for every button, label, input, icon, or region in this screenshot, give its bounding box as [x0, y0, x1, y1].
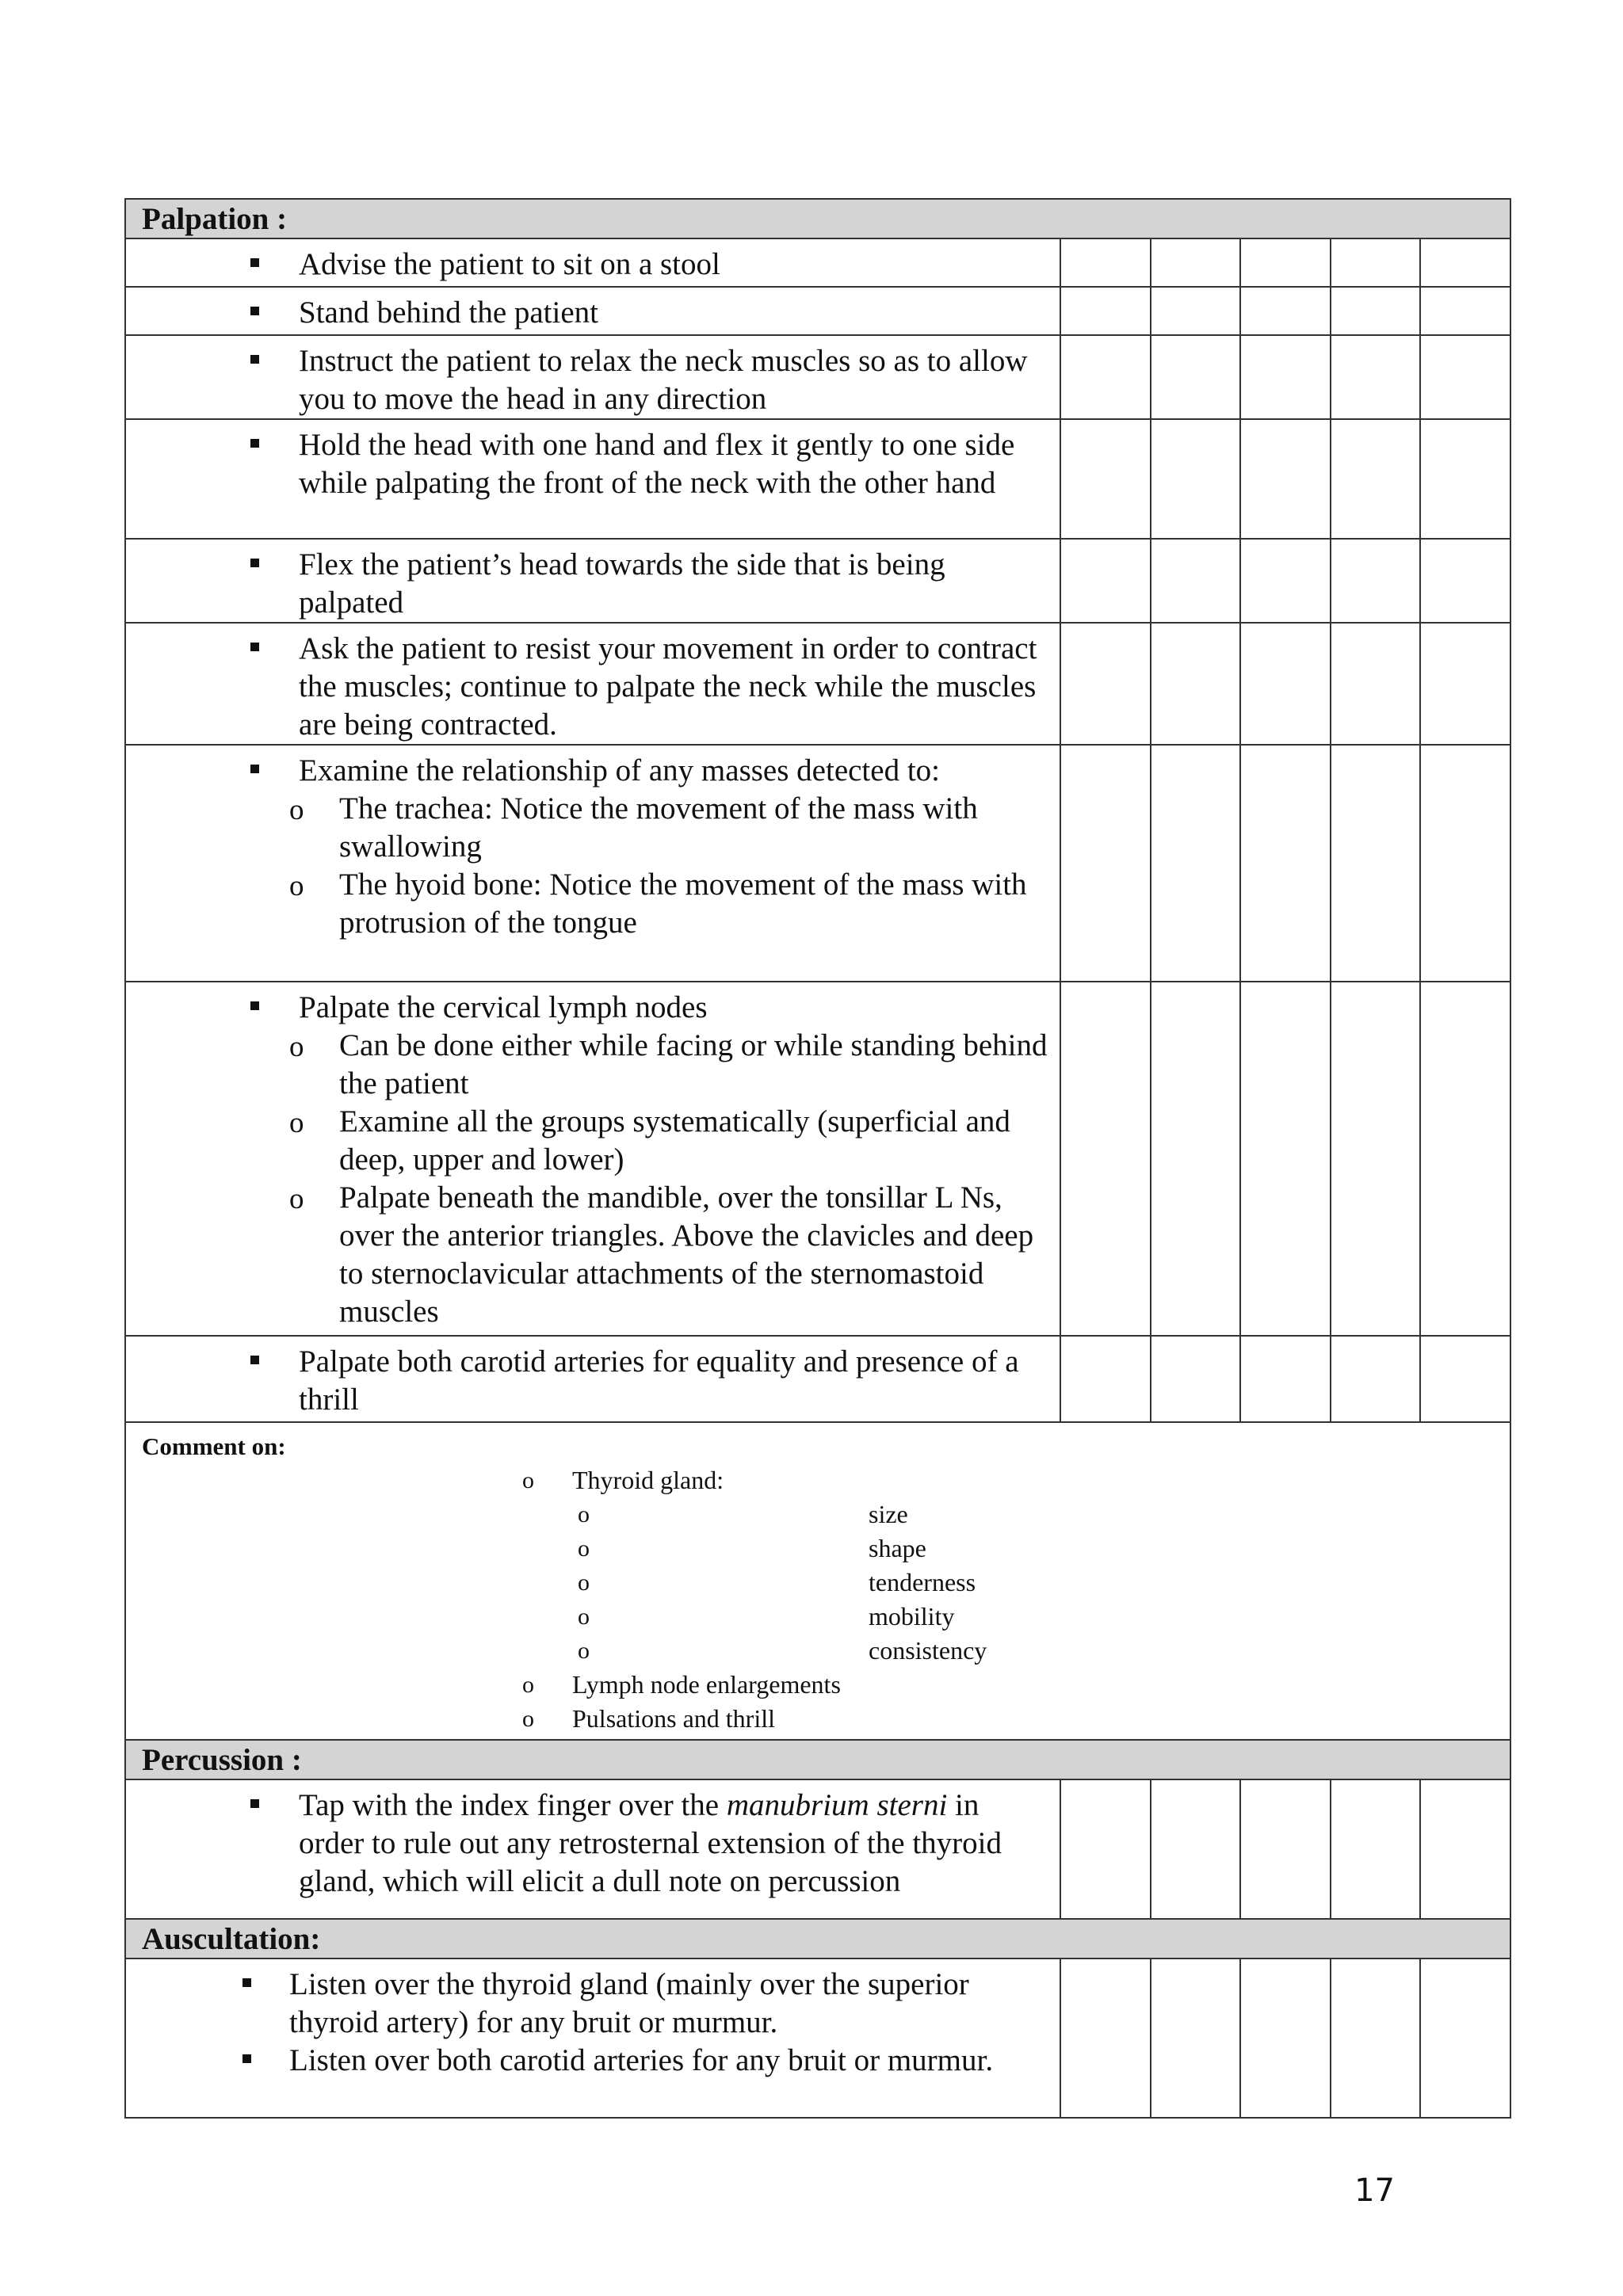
- score-box[interactable]: [1240, 238, 1331, 287]
- comment-cell: [125, 1422, 1510, 1740]
- score-box[interactable]: [1240, 419, 1331, 539]
- score-box[interactable]: [1331, 238, 1421, 287]
- attribute-text: tenderness: [869, 1568, 976, 1596]
- checklist-row: [125, 539, 1510, 623]
- score-box[interactable]: [1060, 539, 1151, 623]
- item-text: Palpate the cervical lymph nodes: [299, 990, 708, 1024]
- item-text: Flex the patient’s head towards the side that is being palpated: [299, 547, 945, 620]
- comment-item-text: Lymph node enlargements: [572, 1670, 841, 1699]
- bullet-item: [126, 336, 1060, 418]
- square-bullet-icon: [242, 1978, 251, 1987]
- score-box[interactable]: [1151, 238, 1241, 287]
- circle-bullet-icon: o: [289, 870, 304, 902]
- sub-item-text: Palpate beneath the mandible, over the tonsillar L Ns, over the anterior triangles. Above the clavicles and deep to sternoclavicular attachments of the sternomastoid muscles: [339, 1180, 1034, 1329]
- item-cell: [125, 539, 1060, 623]
- score-box[interactable]: [1060, 982, 1151, 1336]
- sub-item-text: The trachea: Notice the movement of the mass with swallowing: [339, 791, 978, 864]
- circle-bullet-icon: o: [289, 1031, 304, 1063]
- score-box[interactable]: [1331, 1336, 1421, 1422]
- item-text-italic: manubrium sterni: [726, 1788, 948, 1822]
- score-box[interactable]: [1240, 539, 1331, 623]
- circle-bullet-icon: o: [522, 1706, 534, 1732]
- bullet-item: [126, 1959, 1060, 2042]
- score-box[interactable]: [1151, 623, 1241, 745]
- checklist-row: [125, 1958, 1510, 2118]
- score-box[interactable]: [1240, 335, 1331, 419]
- square-bullet-icon: [250, 559, 259, 567]
- bullet-item: [126, 1780, 1060, 1901]
- score-box[interactable]: [1420, 745, 1510, 982]
- checklist-row: [125, 419, 1510, 539]
- bullet-item: [126, 540, 1060, 622]
- sub-item: [126, 1027, 1060, 1103]
- score-box[interactable]: [1151, 287, 1241, 335]
- sub-item-text: The hyoid bone: Notice the movement of the mass with protrusion of the tongue: [339, 868, 1027, 940]
- sub-item-text: Can be done either while facing or while standing behind the patient: [339, 1028, 1048, 1100]
- score-box[interactable]: [1420, 1958, 1510, 2118]
- item-text-part: in order to rule out any retrosternal extension of the thyroid gland, which will elicit a dull note on percussion: [299, 1788, 1002, 1898]
- circle-bullet-icon: o: [578, 1604, 590, 1630]
- score-box[interactable]: [1420, 1336, 1510, 1422]
- score-box[interactable]: [1331, 539, 1421, 623]
- square-bullet-icon: [250, 307, 259, 315]
- checklist-row: [125, 982, 1510, 1336]
- score-box[interactable]: [1420, 1779, 1510, 1919]
- score-box[interactable]: [1060, 419, 1151, 539]
- item-cell: [125, 982, 1060, 1336]
- thyroid-attribute: [142, 1531, 1510, 1566]
- score-box[interactable]: [1060, 1336, 1151, 1422]
- score-box[interactable]: [1240, 287, 1331, 335]
- item-text: Examine the relationship of any masses detected to:: [299, 753, 941, 788]
- page-number: 17: [1354, 2172, 1395, 2209]
- square-bullet-icon: [250, 643, 259, 651]
- score-box[interactable]: [1060, 623, 1151, 745]
- score-box[interactable]: [1331, 1958, 1421, 2118]
- score-box[interactable]: [1240, 1779, 1331, 1919]
- comment-item: [142, 1463, 1510, 1497]
- item-cell: [125, 1336, 1060, 1422]
- section-header-palpation: [125, 199, 1510, 238]
- item-cell: [125, 1779, 1060, 1919]
- attribute-text: shape: [869, 1534, 926, 1562]
- item-text: Hold the head with one hand and flex it gently to one side while palpating the front of the neck with the other hand: [299, 428, 1015, 500]
- attribute-text: size: [869, 1500, 908, 1528]
- circle-bullet-icon: o: [522, 1467, 534, 1493]
- score-box[interactable]: [1240, 1336, 1331, 1422]
- checklist-row: [125, 287, 1510, 335]
- score-box[interactable]: [1060, 1958, 1151, 2118]
- score-box[interactable]: [1151, 745, 1241, 982]
- comment-item-text: Thyroid gland:: [572, 1466, 724, 1494]
- circle-bullet-icon: o: [289, 1183, 304, 1215]
- bullet-item: [126, 2042, 1060, 2080]
- item-cell: [125, 419, 1060, 539]
- square-bullet-icon: [250, 1356, 259, 1364]
- attribute-text: consistency: [869, 1636, 987, 1665]
- circle-bullet-icon: o: [578, 1569, 590, 1596]
- score-box[interactable]: [1331, 1779, 1421, 1919]
- score-box[interactable]: [1151, 1336, 1241, 1422]
- score-box[interactable]: [1060, 287, 1151, 335]
- square-bullet-icon: [250, 439, 259, 448]
- square-bullet-icon: [250, 1001, 259, 1010]
- sub-item: [126, 866, 1060, 942]
- comment-item: [142, 1668, 1510, 1702]
- score-box[interactable]: [1420, 287, 1510, 335]
- item-cell: [125, 623, 1060, 745]
- sub-item: [126, 1103, 1060, 1179]
- checklist-row: [125, 745, 1510, 982]
- circle-bullet-icon: o: [578, 1535, 590, 1562]
- bullet-item: [126, 239, 1060, 284]
- score-box[interactable]: [1331, 982, 1421, 1336]
- item-text: Listen over both carotid arteries for any bruit or murmur.: [289, 2043, 994, 2077]
- score-box[interactable]: [1331, 745, 1421, 982]
- score-box[interactable]: [1060, 1779, 1151, 1919]
- item-text-part: Tap with the index finger over the: [299, 1788, 727, 1822]
- score-box[interactable]: [1060, 745, 1151, 982]
- section-title: Percussion :: [125, 1740, 1510, 1779]
- item-cell: [125, 1958, 1060, 2118]
- square-bullet-icon: [242, 2054, 251, 2063]
- score-box[interactable]: [1331, 623, 1421, 745]
- square-bullet-icon: [250, 1799, 259, 1808]
- score-box[interactable]: [1331, 335, 1421, 419]
- attribute-text: mobility: [869, 1602, 955, 1630]
- section-header-percussion: [125, 1740, 1510, 1779]
- item-text: Stand behind the patient: [299, 296, 599, 330]
- item-text: Ask the patient to resist your movement in order to contract the muscles; continue to palpate the neck while the muscles are being contracted.: [299, 631, 1037, 742]
- section-title: Auscultation:: [125, 1919, 1510, 1958]
- score-box[interactable]: [1151, 1958, 1241, 2118]
- circle-bullet-icon: o: [289, 1107, 304, 1139]
- bullet-item: [126, 982, 1060, 1027]
- score-box[interactable]: [1240, 745, 1331, 982]
- thyroid-attribute: [142, 1497, 1510, 1531]
- checklist-row: [125, 238, 1510, 287]
- bullet-item: [126, 624, 1060, 744]
- square-bullet-icon: [250, 258, 259, 267]
- sub-item: [126, 1179, 1060, 1331]
- item-text: Instruct the patient to relax the neck muscles so as to allow you to move the head in any direction: [299, 344, 1028, 416]
- item-cell: [125, 238, 1060, 287]
- item-cell: [125, 287, 1060, 335]
- comment-row: [125, 1422, 1510, 1740]
- checklist-row: [125, 335, 1510, 419]
- section-header-auscultation: [125, 1919, 1510, 1958]
- score-box[interactable]: [1240, 1958, 1331, 2118]
- score-box[interactable]: [1240, 982, 1331, 1336]
- square-bullet-icon: [250, 765, 259, 773]
- score-box[interactable]: [1420, 238, 1510, 287]
- bullet-item: [126, 746, 1060, 790]
- score-box[interactable]: [1420, 982, 1510, 1336]
- section-title: Palpation :: [125, 199, 1510, 238]
- checklist-row: [125, 623, 1510, 745]
- score-box[interactable]: [1151, 419, 1241, 539]
- sub-item: [126, 790, 1060, 866]
- checklist-row: [125, 1779, 1510, 1919]
- circle-bullet-icon: o: [522, 1672, 534, 1698]
- bullet-item: [126, 1337, 1060, 1419]
- checklist-row: [125, 1336, 1510, 1422]
- score-box[interactable]: [1240, 623, 1331, 745]
- item-cell: [125, 745, 1060, 982]
- item-text: Listen over the thyroid gland (mainly over the superior thyroid artery) for any bruit or murmur.: [289, 1967, 969, 2039]
- score-box[interactable]: [1151, 539, 1241, 623]
- score-box[interactable]: [1420, 335, 1510, 419]
- circle-bullet-icon: o: [289, 794, 304, 826]
- thyroid-attribute: [142, 1566, 1510, 1600]
- thyroid-attribute: [142, 1634, 1510, 1668]
- item-text: Advise the patient to sit on a stool: [299, 247, 720, 281]
- score-box[interactable]: [1060, 238, 1151, 287]
- bullet-item: [126, 420, 1060, 502]
- comment-title: Comment on:: [142, 1432, 286, 1460]
- score-box[interactable]: [1151, 335, 1241, 419]
- score-box[interactable]: [1420, 419, 1510, 539]
- score-box[interactable]: [1151, 1779, 1241, 1919]
- item-text: Palpate both carotid arteries for equality and presence of a thrill: [299, 1344, 1019, 1417]
- comment-item-text: Pulsations and thrill: [572, 1704, 775, 1733]
- score-box[interactable]: [1331, 419, 1421, 539]
- examination-checklist-table: [124, 198, 1511, 2119]
- bullet-item: [126, 288, 1060, 332]
- sub-item-text: Examine all the groups systematically (superficial and deep, upper and lower): [339, 1104, 1010, 1177]
- thyroid-attribute: [142, 1600, 1510, 1634]
- comment-item: [142, 1702, 1510, 1736]
- circle-bullet-icon: o: [578, 1501, 590, 1527]
- score-box[interactable]: [1060, 335, 1151, 419]
- circle-bullet-icon: o: [578, 1638, 590, 1664]
- score-box[interactable]: [1420, 539, 1510, 623]
- score-box[interactable]: [1420, 623, 1510, 745]
- score-box[interactable]: [1331, 287, 1421, 335]
- square-bullet-icon: [250, 355, 259, 364]
- score-box[interactable]: [1151, 982, 1241, 1336]
- item-cell: [125, 335, 1060, 419]
